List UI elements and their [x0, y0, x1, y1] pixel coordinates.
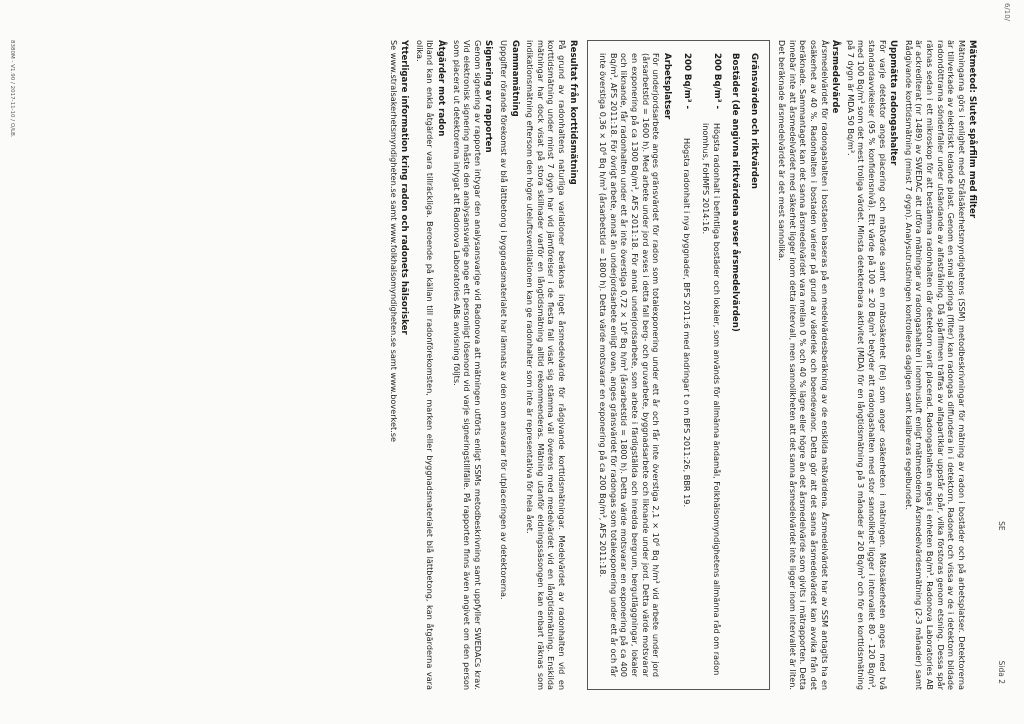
arsmedel-paragraph: Årsmedelvärdet för radongashalten i bostaden baseras på en medelvärdesberäkning av de enskilda mätvärdena. Årsmedelvärdet har av SSM antagits ha en osäkerhet av 40 %. Radonhalten i bostaden varierar på grund av väderlek och boendevanor. Detta gör att det sanna årsmedelvärdet kan avvika från det beräknade. Sammantaget kan det sanna årsmedelvärdet vara mellan 0 % och 40 % lägre eller högre än det årsmedelvärde som givits i mätrapporten. Detta innebär inte att årsmedelvärdet med säkerhet ligger inom detta intervall, men sannolikheten att det sanna årsmedelvärdet inte ligger inom intervallet är liten. Det beräknade årsmedelvärdet är det mest sannolika. — [777, 40, 830, 690]
limits-heading: Gränsvärden och riktvärden — [748, 53, 759, 189]
limit-row-new — [682, 53, 693, 677]
scan-corner-number: 6/10/ — [1002, 2, 1011, 22]
resultat-heading: Resultat från korttidsmätning — [567, 40, 578, 185]
uppmatta-heading: Uppmätta radongashalter — [888, 40, 899, 166]
gamma-paragraph: Uppgifter rörande förekomst av blå lättbetong i byggnadsmaterialet har lämnats av den som ansvarar för utplaceringen av detektorerna. — [499, 40, 510, 600]
ytterligare-heading: Ytterligare information kring radon och radonets hälsorisker — [399, 40, 410, 335]
atgarder-paragraph: Ibland kan enkla åtgärder vara tillräckliga. Beroende på källan till radonförekomsten, marken eller byggnadsmaterialet blå lättbetong, kan åtgärderna vara olika. — [414, 40, 436, 690]
page-number: Sida 2 — [997, 660, 1006, 684]
arsmedel-heading: Årsmedelvärde — [830, 40, 841, 114]
limit-text-new: Högsta radonhalt i nya byggnader, BFS 2011:6 med ändringar t o m BFS 2011:26, BBR 19. — [682, 138, 693, 508]
gamma-heading: Gammamätning — [509, 40, 520, 117]
limit-row-existing — [700, 53, 721, 677]
resultat-paragraph: På grund av radonhaltens naturliga variationer beräknas inget årsmedelvärde för rådgivande korttidsmätningar. Medelvärdet av radonhalten vid en korttidsmätning under minst 7 dygn har vid jämförelser i de flesta fall visat sig stämma väl överens med medelvärdet vid en långtidsmätning. Enskilda mätningar har dock visat på stora skillnader varför en långtidsmätning alltid rekommenderas. Mätning utanför eldningssäsongen kan enbart räknas som indikationsmätning eftersom den högre uteluftsventilationen kan ge radonhalter som inte är representativa för hela året. — [525, 40, 567, 690]
uppmatta-paragraph: För varje detektor anges placering och mätvärde samt en mätosäkerhet (fel) som anger osäkerheten i mätningen. Mätosäkerheten anges med två standardavvikelser (95 % konfidensnivå). Ett värde på 100 ± 20 Bq/m³ betyder att radongashalten med stor sannolikhet ligger i intervallet 80 - 120 Bq/m³, med 100 Bq/m³ som det mest troliga värdet. Minsta detekterbara aktivitet (MDA) för en långtidsmätning på 3 månader är 20 Bq/m³ och för en korttidsmätning på 7 dygn är MDA 50 Bq/m³. — [845, 40, 888, 690]
matmetod-heading: Mätmetod: Slutet spårfilm med filter — [967, 40, 978, 219]
limit-value-existing: 200 Bq/m³ - — [711, 53, 722, 110]
arbetsplatser-paragraph: För underjordsarbete anges gränsvärdet för radon som totalexponering under ett år och får inte överstiga 2,1 × 10⁶ Bq h/m³ vid arbete under jord (årsarbetstid = 1600 h). Med arbete under jord avses i detta fall berg- och gruvarbete, byggnadsarbete och liknande under jord. Detta värde motsvarar en exponering på ca 1300 Bq/m³, AFS 2011:18. För annat underjordsarbete, som arbete i färdigställda och inredda bergrum, bergutläggningar, lokaler och liknande, får radonhalten under ett år inte överstiga 0,72 × 10⁶ Bq h/m³ (årsarbetstid = 1800 h). Detta värde motsvarar en exponering på ca 400 Bq/m³, AFS 2011:18. För övrigt arbete, annat än underjordsarbete enligt ovan, anges gränsvärdet för radongas som totalexponering under ett år och får inte överstiga 0,36 × 10⁶ Bq h/m³ (årsarbetstid = 1800 h). Detta värde motsvarar en exponering på ca 200 Bq/m³, AFS 2011:18. — [598, 53, 662, 677]
signering-heading: Signering av rapporten — [483, 40, 494, 153]
header-left: SE — [997, 521, 1006, 531]
limits-box — [587, 40, 770, 690]
footer-code: 8380M - V1.90 / 2017-11-10 / O/LB. — [8, 40, 15, 138]
atgarder-heading: Åtgärder mot radon — [436, 40, 447, 137]
ytterligare-paragraph: Se www.stralsakerhetsmyndigheten.se samt www.folkhalsomyndigheten.se samt www.boverket.se — [388, 40, 399, 442]
signering-paragraph: Genom signering av rapporten intygar den analysansvarige vid Radonova att mätningen utförts enligt SSMs metodbeskrivning samt uppfyller SWEDACs krav. Vid elektronisk signering måste den analysansvarige ange ett personligt lösenord vid varje signeringstillfälle. På rapporten finns även angivet om den person som placerat ut detektorerna intygat att Radonova Laboratories ABs anvisning följts. — [451, 40, 483, 690]
bostader-heading: Bostäder (de angivna riktvärdena avser årsmedelvärden) — [730, 53, 741, 332]
page-header — [995, 40, 1006, 690]
matmetod-paragraph: Mätningarna görs i enlighet med Strålsäkerhetsmyndighetens (SSM) metodbeskrivningar för mätning av radon i bostäder och på arbetsplatser. Detektorerna är tillverkade av elektriskt ledande plast. Genom en smal springa (filter) kan radongas diffundera in i detektorn. Radonet och vissa av de i detektorn bildade radondöttrarna sönderfaller under utsändande av alfastrålning. Då spårfilmen träffas av alfapartiklar uppstår spår, vilka förstoras genom etsning. Dessa spår räknas sedan i ett mikroskop för att bestämma radonhalten där detektorn varit placerad. Radongashalten anges i enheten Bq/m³. Radonova Laboratories AB är ackrediterat (nr 1489) av SWEDAC att utföra mätningar av radongashalten i inomhusluft enligt mätmetoderna Årsmedelvärdesmätning (2-3 månader) samt Rådgivande korttidsmätning (minst 7 dygn). Analysutrustningen kontrolleras dagligen samt kalibreras regelbundet. — [903, 40, 967, 690]
limit-text-existing: Högsta radonhalt i befintliga bostäder och lokaler, som används för allmänna ändamål, Folkhälsomyndighetens allmänna råd om radon inomhus, FoHMFS 2014:16. — [700, 123, 722, 676]
arbetsplatser-heading: Arbetsplatser — [661, 53, 672, 120]
limit-value-new: 200 Bq/m³ - — [682, 53, 693, 110]
